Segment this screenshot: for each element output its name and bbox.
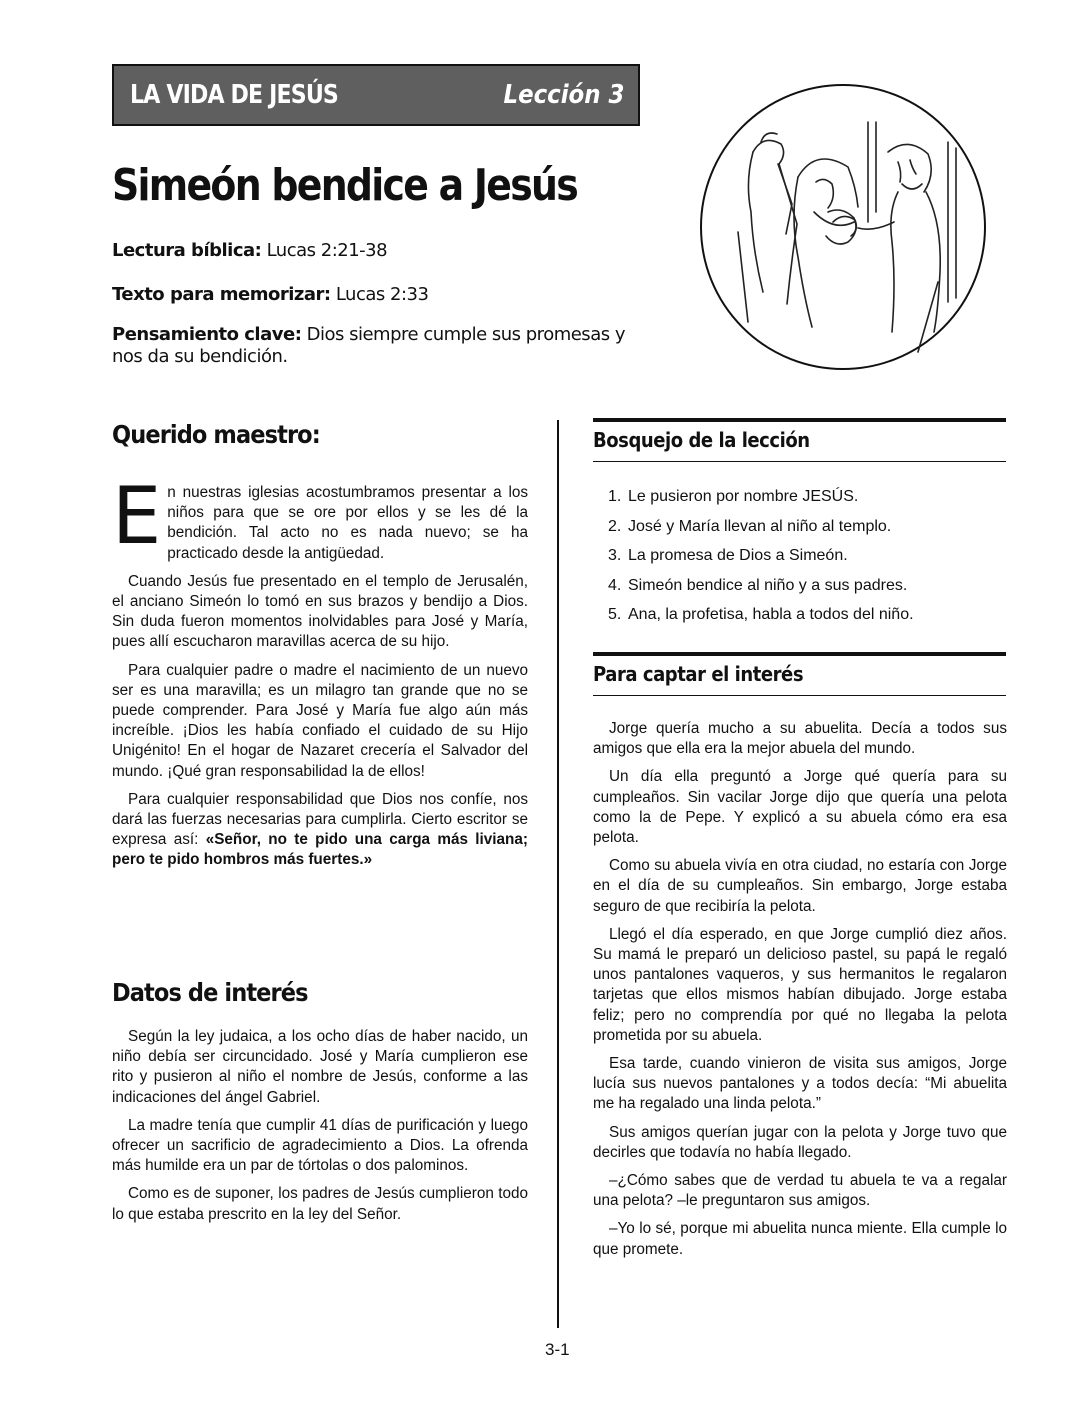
key-thought-value: Dios siempre cumple sus promesas y nos da su bendición. bbox=[112, 324, 625, 367]
outline-item: 4. Simeón bendice al niño y a sus padres. bbox=[608, 576, 908, 594]
story-paragraph: Sus amigos querían jugar con la pelota y Jorge tuvo que decirles que todavía no había llegado. bbox=[593, 1123, 1007, 1161]
memory-verse-label: Texto para memorizar: bbox=[112, 284, 331, 305]
story-paragraph: Jorge quería mucho a su abuelita. Decía a todos sus amigos que ella era la mejor abuela del mundo. bbox=[593, 720, 1007, 758]
lesson-number: Lección 3 bbox=[503, 80, 624, 110]
story-text bbox=[593, 719, 1007, 1268]
simeon-illustration bbox=[698, 82, 988, 372]
lesson-outline bbox=[608, 482, 914, 630]
teacher-paragraph-3: Para cualquier padre o madre el nacimiento de un nuevo ser es una maravilla; es un milagro tan grande que no se puede comprender. Para José y María fue algo aún más increíble. ¡Dios les había confiado el cuidado de su Hijo Unigénito! En el hogar de Nazaret crecería el Salvador del mundo. ¡Qué gran responsabilidad la de ellos! bbox=[112, 661, 528, 780]
dear-teacher-heading: Querido maestro: bbox=[112, 420, 320, 449]
column-divider bbox=[557, 420, 559, 1328]
outline-item: 3. La promesa de Dios a Simeón. bbox=[608, 547, 848, 564]
facts-paragraph-3: Como es de suponer, los padres de Jesús cumplieron todo lo que estaba prescrito en la ley del Señor. bbox=[112, 1185, 528, 1223]
key-thought-label: Pensamiento clave: bbox=[112, 324, 302, 345]
series-header-bar bbox=[112, 64, 640, 126]
interest-bottom-rule bbox=[593, 695, 1006, 696]
bible-reading-value: Lucas 2:21-38 bbox=[266, 240, 388, 261]
key-thought bbox=[112, 324, 632, 368]
outline-heading: Bosquejo de la lección bbox=[593, 428, 810, 452]
teacher-paragraph-1: En nuestras iglesias acostumbramos presentar a los niños para que se ore por ellos y se les dé la bendición. Tal acto no es nada nuevo; se ha practicado desde la antigüedad. bbox=[112, 472, 528, 562]
outline-item: 1. Le pusieron por nombre JESÚS. bbox=[608, 488, 859, 505]
bible-reading-label: Lectura bíblica: bbox=[112, 240, 262, 261]
story-paragraph: Esa tarde, cuando vinieron de visita sus amigos, Jorge lucía sus nuevos pantalones y a todos decía: “Mi abuelita me ha regalado una linda pelota.” bbox=[593, 1055, 1007, 1113]
quote: «Señor, no te pido una carga más liviana; pero te pido hombros más fuertes.» bbox=[112, 831, 528, 869]
interest-top-rule bbox=[593, 652, 1006, 656]
facts-paragraph-2: La madre tenía que cumplir 41 días de purificación y luego ofrecer un sacrificio de agradecimiento a Dios. La ofrenda más humilde era un par de tórtolas o dos palominos. bbox=[112, 1116, 528, 1175]
series-title: LA VIDA DE JESÚS bbox=[130, 80, 338, 110]
facts-heading: Datos de interés bbox=[112, 978, 308, 1007]
outline-bottom-rule bbox=[593, 461, 1006, 462]
facts-paragraph-1: Según la ley judaica, a los ocho días de haber nacido, un niño debía ser circuncidado. José y María cumplieron ese rito y pusieron al niño el nombre de Jesús, conforme a las indicaciones del ángel Gabriel. bbox=[112, 1028, 528, 1106]
outline-top-rule bbox=[593, 418, 1006, 422]
outline-item: 5. Ana, la profetisa, habla a todos del niño. bbox=[608, 606, 914, 623]
story-paragraph: Como su abuela vivía en otra ciudad, no estaría con Jorge en el día de su cumpleaños. Sin embargo, Jorge estaba seguro de que recibiría la pelota. bbox=[593, 857, 1007, 915]
lesson-title: Simeón bendice a Jesús bbox=[112, 160, 578, 211]
outline-item: 2. José y María llevan al niño al templo. bbox=[608, 517, 892, 535]
story-paragraph: –¿Cómo sabes que de verdad tu abuela te va a regalar una pelota? –le preguntaron sus amigos. bbox=[593, 1172, 1007, 1210]
facts-text bbox=[112, 1027, 528, 1233]
page-number: 3-1 bbox=[545, 1340, 570, 1359]
teacher-paragraph-2: Cuando Jesús fue presentado en el templo de Jerusalén, el anciano Simeón lo tomó en sus brazos y bendijo a Dios. Sin duda fueron momentos inolvidables para José y María, pues allí escucharon maravillas acerca de su hijo. bbox=[112, 572, 528, 651]
bible-reading bbox=[112, 240, 642, 262]
drop-cap: E bbox=[112, 472, 162, 562]
memory-verse-value: Lucas 2:33 bbox=[335, 284, 429, 305]
story-paragraph: Llegó el día esperado, en que Jorge cumplió diez años. Su mamá le preparó un delicioso pastel, su papá le regaló unos pantalones vaqueros, y sus hermanitos le regalaron tarjetas que ellos mismos habían dibujado. Jorge estaba feliz; pero no comprendía por qué no llegaba la pelota prometida por su abuela. bbox=[593, 925, 1007, 1044]
memory-verse bbox=[112, 284, 642, 306]
story-paragraph: Un día ella preguntó a Jorge qué quería para su cumpleaños. Sin vacilar Jorge dijo que quería una pelota como la de Pepe. Y explicó a su abuela cómo era esa pelota. bbox=[593, 768, 1007, 847]
interest-heading: Para captar el interés bbox=[593, 662, 804, 686]
teacher-text bbox=[112, 472, 528, 879]
teacher-paragraph-4: Para cualquier responsabilidad que Dios nos confíe, nos dará las fuerzas necesarias para cumplirla. Cierto escritor se expresa así: «Señor, no te pido una carga más liviana; pero te pido hombros más fuertes.» bbox=[112, 790, 528, 869]
story-paragraph: –Yo lo sé, porque mi abuelita nunca miente. Ella cumple lo que promete. bbox=[593, 1220, 1007, 1258]
